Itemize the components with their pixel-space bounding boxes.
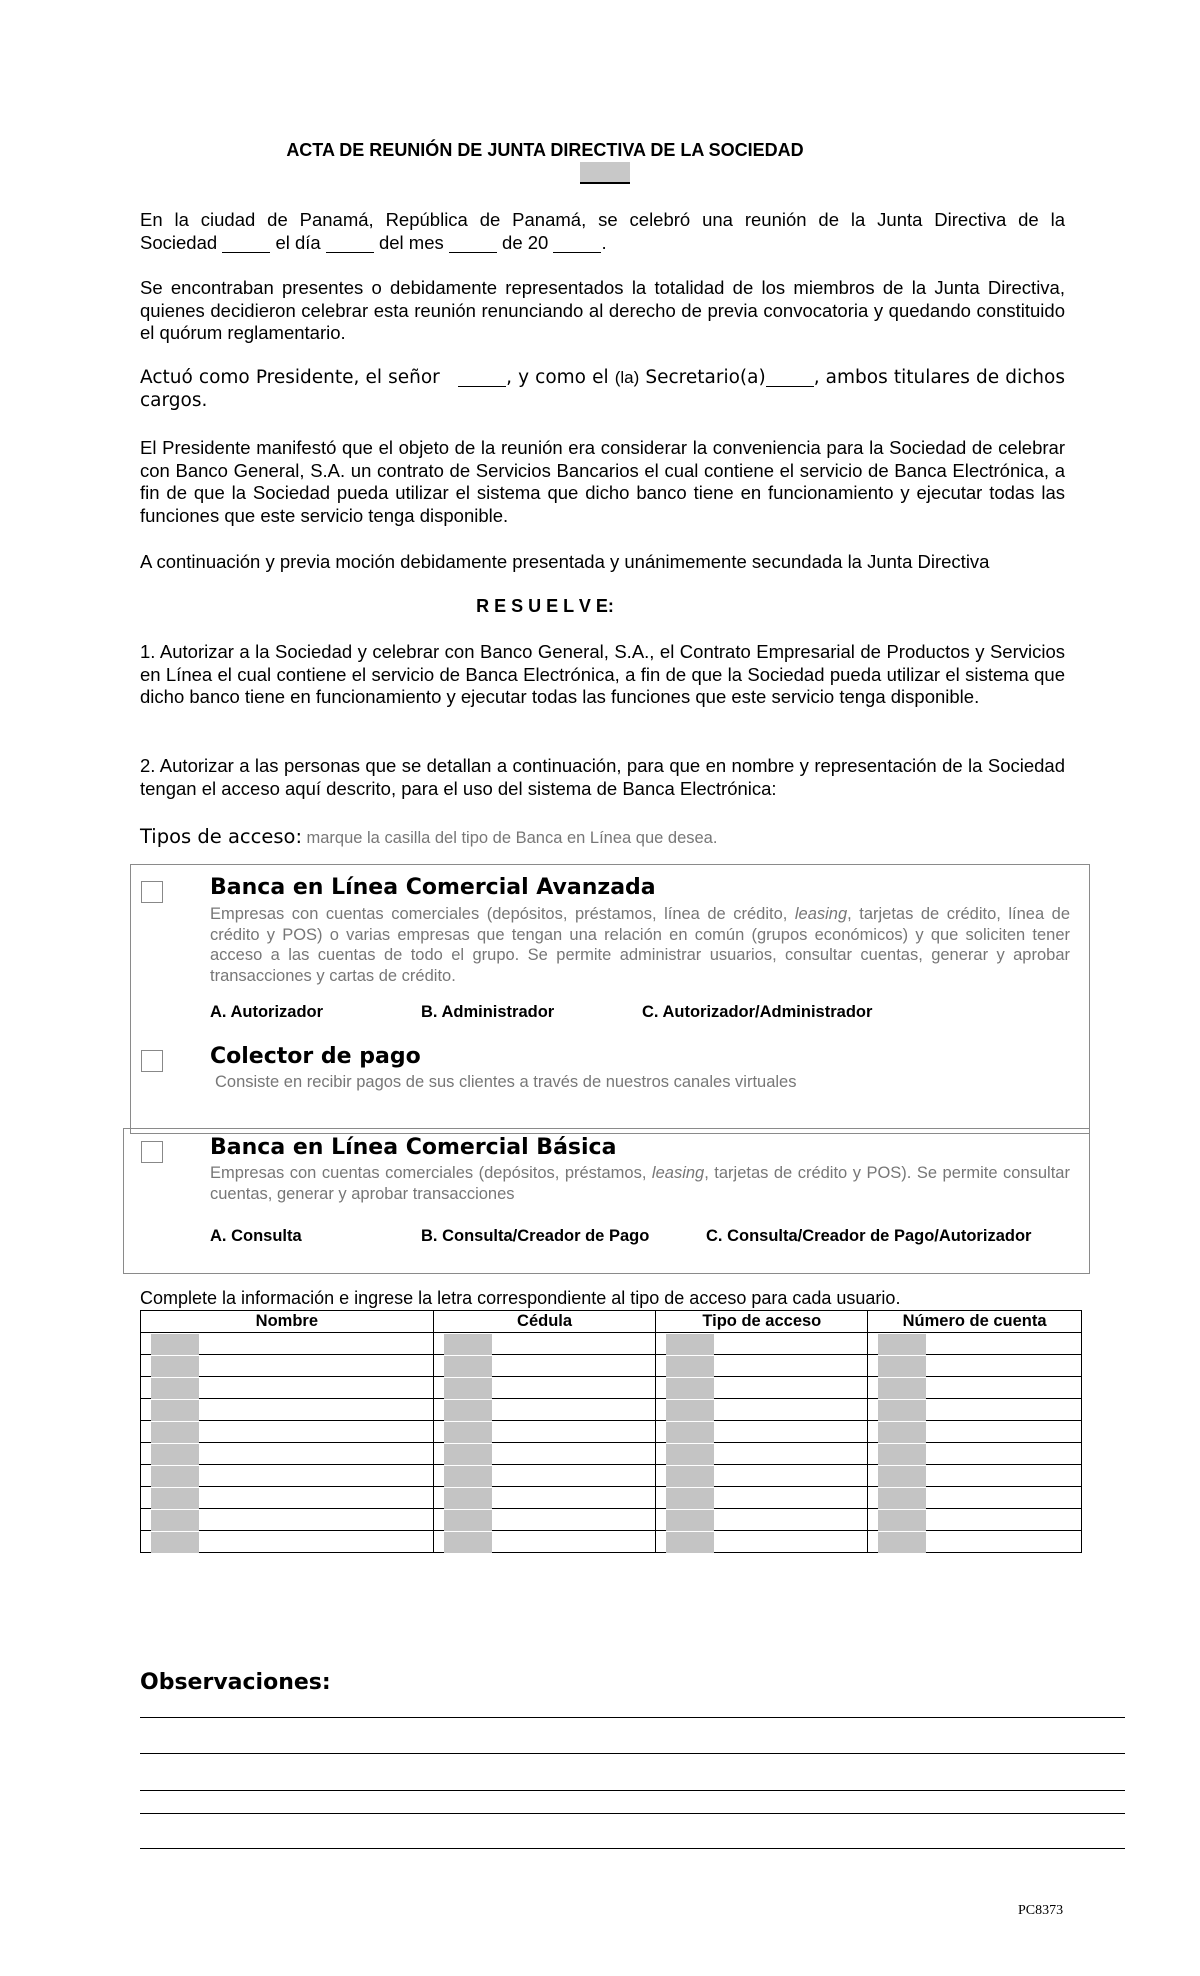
table-row xyxy=(141,1487,1082,1509)
access-types-hint: marque la casilla del tipo de Banca en Línea que desea. xyxy=(306,829,718,847)
nombre-cell[interactable] xyxy=(141,1531,434,1553)
table-header-row xyxy=(141,1311,1082,1333)
form-code: PC8373 xyxy=(1018,1903,1064,1918)
cedula-cell[interactable] xyxy=(433,1443,656,1465)
numero-cuenta-cell[interactable] xyxy=(868,1487,1082,1509)
company-name-field[interactable] xyxy=(580,162,630,184)
numero-cuenta-cell[interactable] xyxy=(868,1531,1082,1553)
numero-cuenta-cell[interactable] xyxy=(868,1377,1082,1399)
numero-cuenta-cell[interactable] xyxy=(868,1443,1082,1465)
intro-dia-label: el día xyxy=(275,231,321,253)
secretario-blank[interactable] xyxy=(766,368,814,387)
observaciones-line[interactable] xyxy=(140,1813,1125,1814)
basica-desc-leasing: leasing xyxy=(651,1164,705,1182)
cedula-cell[interactable] xyxy=(433,1355,656,1377)
avanzada-role-b: B. Administrador xyxy=(421,1003,555,1021)
cedula-cell[interactable] xyxy=(433,1377,656,1399)
cedula-cell[interactable] xyxy=(433,1531,656,1553)
motion-paragraph: A continuación y previa moción debidamente presentada y unánimemente secundada la Junta Directiva xyxy=(140,551,990,572)
numero-cuenta-cell[interactable] xyxy=(868,1421,1082,1443)
tipo-acceso-cell[interactable] xyxy=(656,1421,868,1443)
numero-cuenta-cell[interactable] xyxy=(868,1509,1082,1531)
document-title: ACTA DE REUNIÓN DE JUNTA DIRECTIVA DE LA SOCIEDAD xyxy=(286,140,804,160)
table-row xyxy=(141,1333,1082,1355)
nombre-cell[interactable] xyxy=(141,1443,434,1465)
la-label: (la) xyxy=(614,368,640,387)
cargos-label: , ambos titulares de dichos cargos. xyxy=(140,367,1065,411)
tipo-acceso-cell[interactable] xyxy=(656,1377,868,1399)
officers-paragraph xyxy=(140,366,1065,412)
observaciones-line[interactable] xyxy=(140,1848,1125,1849)
col-nombre: Nombre xyxy=(141,1311,434,1333)
numero-cuenta-cell[interactable] xyxy=(868,1399,1082,1421)
secretario-label: Secretario(a) xyxy=(645,367,766,388)
cedula-cell[interactable] xyxy=(433,1465,656,1487)
avanzada-desc-b: , tarjetas de crédito, línea de crédito y POS) o varias empresas que tengan una relación en común (grupos económicos) y que soliciten tener acceso a las cuentas de todo el grupo. Se permite administrar usuarios, consultar cuentas, generar y aprobar transacciones y cartas de crédito. xyxy=(210,905,1070,985)
observaciones-heading: Observaciones: xyxy=(140,1670,331,1695)
presidente-label: Actuó como Presidente, el señor xyxy=(140,367,440,388)
basica-title: Banca en Línea Comercial Básica xyxy=(210,1135,617,1160)
avanzada-role-a: A. Autorizador xyxy=(210,1003,324,1021)
intro-line-2 xyxy=(140,232,1065,255)
tipo-acceso-cell[interactable] xyxy=(656,1399,868,1421)
avanzada-title: Banca en Línea Comercial Avanzada xyxy=(210,875,656,900)
intro-paragraph xyxy=(140,209,1065,254)
complete-instructions: Complete la información e ingrese la letra correspondiente al tipo de acceso para cada usuario. xyxy=(140,1288,901,1308)
numero-cuenta-cell[interactable] xyxy=(868,1355,1082,1377)
tipo-acceso-cell[interactable] xyxy=(656,1333,868,1355)
numero-cuenta-cell[interactable] xyxy=(868,1465,1082,1487)
col-numero-cuenta: Número de cuenta xyxy=(868,1311,1082,1333)
presence-paragraph: Se encontraban presentes o debidamente representados la totalidad de los miembros de la Junta Directiva, quienes decidieron celebrar esta reunión renunciando al derecho de previa convocatoria y quedando constituido el quórum reglamentario. xyxy=(140,277,1065,343)
basica-desc-a: Empresas con cuentas comerciales (depósitos, préstamos, xyxy=(210,1164,647,1182)
col-tipo-acceso: Tipo de acceso xyxy=(656,1311,868,1333)
table-row xyxy=(141,1421,1082,1443)
tipo-acceso-cell[interactable] xyxy=(656,1355,868,1377)
table-row xyxy=(141,1465,1082,1487)
tipo-acceso-cell[interactable] xyxy=(656,1465,868,1487)
col-cedula: Cédula xyxy=(433,1311,656,1333)
table-row xyxy=(141,1531,1082,1553)
intro-sociedad-label: Sociedad xyxy=(140,231,218,253)
basica-checkbox[interactable] xyxy=(141,1141,163,1163)
tipo-acceso-cell[interactable] xyxy=(656,1487,868,1509)
table-row xyxy=(141,1399,1082,1421)
users-table xyxy=(140,1310,1082,1553)
observaciones-line[interactable] xyxy=(140,1790,1125,1791)
nombre-cell[interactable] xyxy=(141,1333,434,1355)
cedula-cell[interactable] xyxy=(433,1421,656,1443)
observaciones-line[interactable] xyxy=(140,1753,1125,1754)
nombre-cell[interactable] xyxy=(141,1355,434,1377)
colector-checkbox[interactable] xyxy=(141,1050,163,1072)
cedula-cell[interactable] xyxy=(433,1509,656,1531)
avanzada-desc-leasing: leasing xyxy=(794,905,848,923)
como-el-label: , y como el xyxy=(506,367,609,388)
numero-cuenta-cell[interactable] xyxy=(868,1333,1082,1355)
resolution-item-2: 2. Autorizar a las personas que se detallan a continuación, para que en nombre y representación de la Sociedad tengan el acceso aquí descrito, para el uso del sistema de Banca Electrónica: xyxy=(140,755,1065,799)
table-row xyxy=(141,1377,1082,1399)
nombre-cell[interactable] xyxy=(141,1399,434,1421)
basica-description xyxy=(210,1163,1070,1204)
tipo-acceso-cell[interactable] xyxy=(656,1531,868,1553)
avanzada-desc-a: Empresas con cuentas comerciales (depósitos, préstamos, línea de crédito, xyxy=(210,905,788,923)
basica-role-a: A. Consulta xyxy=(210,1227,302,1245)
basica-role-b: B. Consulta/Creador de Pago xyxy=(421,1227,650,1245)
observaciones-line[interactable] xyxy=(140,1717,1125,1718)
sociedad-blank[interactable] xyxy=(222,234,270,253)
cedula-cell[interactable] xyxy=(433,1399,656,1421)
avanzada-checkbox[interactable] xyxy=(141,881,163,903)
tipo-acceso-cell[interactable] xyxy=(656,1509,868,1531)
intro-period: . xyxy=(601,231,607,253)
mes-blank[interactable] xyxy=(449,234,497,253)
colector-title: Colector de pago xyxy=(210,1044,421,1069)
cedula-cell[interactable] xyxy=(433,1487,656,1509)
cedula-cell[interactable] xyxy=(433,1333,656,1355)
avanzada-role-c: C. Autorizador/Administrador xyxy=(642,1003,873,1021)
basica-role-c: C. Consulta/Creador de Pago/Autorizador xyxy=(706,1227,1032,1245)
objective-paragraph: El Presidente manifestó que el objeto de la reunión era considerar la conveniencia para la Sociedad de celebrar con Banco General, S.A. un contrato de Servicios Bancarios el cual contiene el servicio de Banca Electrónica, a fin de que la Sociedad pueda utilizar el sistema que dicho banco tiene en funcionamiento y ejecutar todas las funciones que este servicio tenga disponible. xyxy=(140,437,1065,526)
resolution-item-1: 1. Autorizar a la Sociedad y celebrar con Banco General, S.A., el Contrato Empresarial de Productos y Servicios en Línea el cual contiene el servicio de Banca Electrónica, a fin de que la Sociedad pueda utilizar el sistema que dicho banco tiene en funcionamiento y ejecutar todas las funciones que este servicio tenga disponible. xyxy=(140,641,1065,707)
avanzada-description xyxy=(210,904,1070,986)
presidente-blank[interactable] xyxy=(458,368,506,387)
nombre-cell[interactable] xyxy=(141,1465,434,1487)
nombre-cell[interactable] xyxy=(141,1487,434,1509)
access-types-label: Tipos de acceso: xyxy=(140,825,303,848)
nombre-cell[interactable] xyxy=(141,1377,434,1399)
nombre-cell[interactable] xyxy=(141,1421,434,1443)
tipo-acceso-cell[interactable] xyxy=(656,1443,868,1465)
resuelve-heading: R E S U E L V E: xyxy=(476,596,614,616)
table-row xyxy=(141,1443,1082,1465)
access-types-heading xyxy=(140,825,717,848)
table-row xyxy=(141,1355,1082,1377)
dia-blank[interactable] xyxy=(326,234,374,253)
table-row xyxy=(141,1509,1082,1531)
basica-desc-b: , tarjetas de crédito y POS). Se permite consultar cuentas, generar y aprobar transacciones xyxy=(210,1164,1070,1203)
intro-mes-label: del mes xyxy=(378,231,444,253)
intro-anio-label: de 20 xyxy=(502,231,549,253)
anio-blank[interactable] xyxy=(553,234,601,253)
colector-description: Consiste en recibir pagos de sus clientes a través de nuestros canales virtuales xyxy=(215,1073,797,1091)
nombre-cell[interactable] xyxy=(141,1509,434,1531)
intro-line-1: En la ciudad de Panamá, República de Panamá, se celebró una reunión de la Junta Directiva de la xyxy=(140,209,1065,230)
